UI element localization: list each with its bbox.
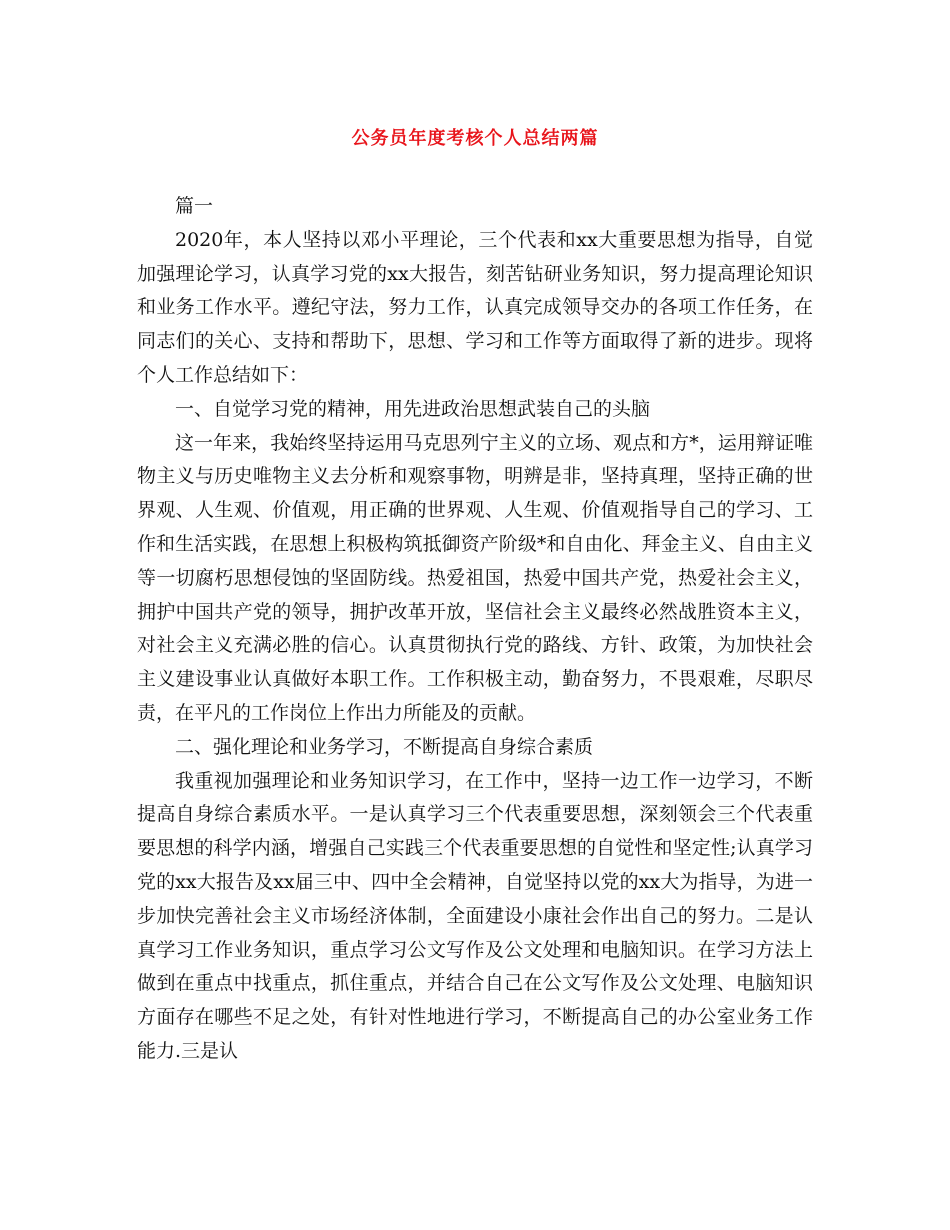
section-heading-part-one: 篇一 <box>175 195 214 217</box>
section-heading-1: 一、自觉学习党的精神，用先进政治思想武装自己的头脑 <box>175 397 651 420</box>
section-heading-2: 二、强化理论和业务学习，不断提高自身综合素质 <box>175 735 594 758</box>
paragraph-study: 我重视加强理论和业务知识学习，在工作中，坚持一边工作一边学习，不断提高自身综合素质水平。一是认真学习三个代表重要思想，深刻领会三个代表重要思想的科学内涵，增强自己实践三个代表重要思想的自觉性和坚定性;认真学习党的xx大报告及xx届三中、四中全会精神，自觉坚持以党的xx大为指导，为进一步加快完善社会主义市场经济体制，全面建设小康社会作出自己的努力。二是认真学习工作业务知识，重点学习公文写作及公文处理和电脑知识。在学习方法上做到在重点中找重点，抓住重点，并结合自己在公文写作及公文处理、电脑知识方面存在哪些不足之处，有针对性地进行学习，不断提高自己的办公室业务工作能力.三是认 <box>137 769 813 1062</box>
document-body <box>137 190 813 1069</box>
document-title: 公务员年度考核个人总结两篇 <box>351 128 599 149</box>
paragraph-intro: 2020年，本人坚持以邓小平理论，三个代表和xx大重要思想为指导，自觉加强理论学习，认真学习党的xx大报告，刻苦钻研业务知识，努力提高理论知识和业务工作水平。遵纪守法，努力工作，认真完成领导交办的各项工作任务，在同志们的关心、支持和帮助下，思想、学习和工作等方面取得了新的进步。现将个人工作总结如下： <box>137 228 813 386</box>
paragraph-political-thought: 这一年来，我始终坚持运用马克思列宁主义的立场、观点和方*，运用辩证唯物主义与历史唯物主义去分析和观察事物，明辨是非，坚持真理，坚持正确的世界观、人生观、价值观，用正确的世界观、人生观、价值观指导自己的学习、工作和生活实践，在思想上积极构筑抵御资产阶级*和自由化、拜金主义、自由主义等一切腐朽思想侵蚀的坚固防线。热爱祖国，热爱中国共产党，热爱社会主义，拥护中国共产党的领导，拥护改革开放，坚信社会主义最终必然战胜资本主义，对社会主义充满必胜的信心。认真贯彻执行党的路线、方针、政策，为加快社会主义建设事业认真做好本职工作。工作积极主动，勤奋努力，不畏艰难，尽职尽责，在平凡的工作岗位上作出力所能及的贡献。 <box>137 431 813 724</box>
